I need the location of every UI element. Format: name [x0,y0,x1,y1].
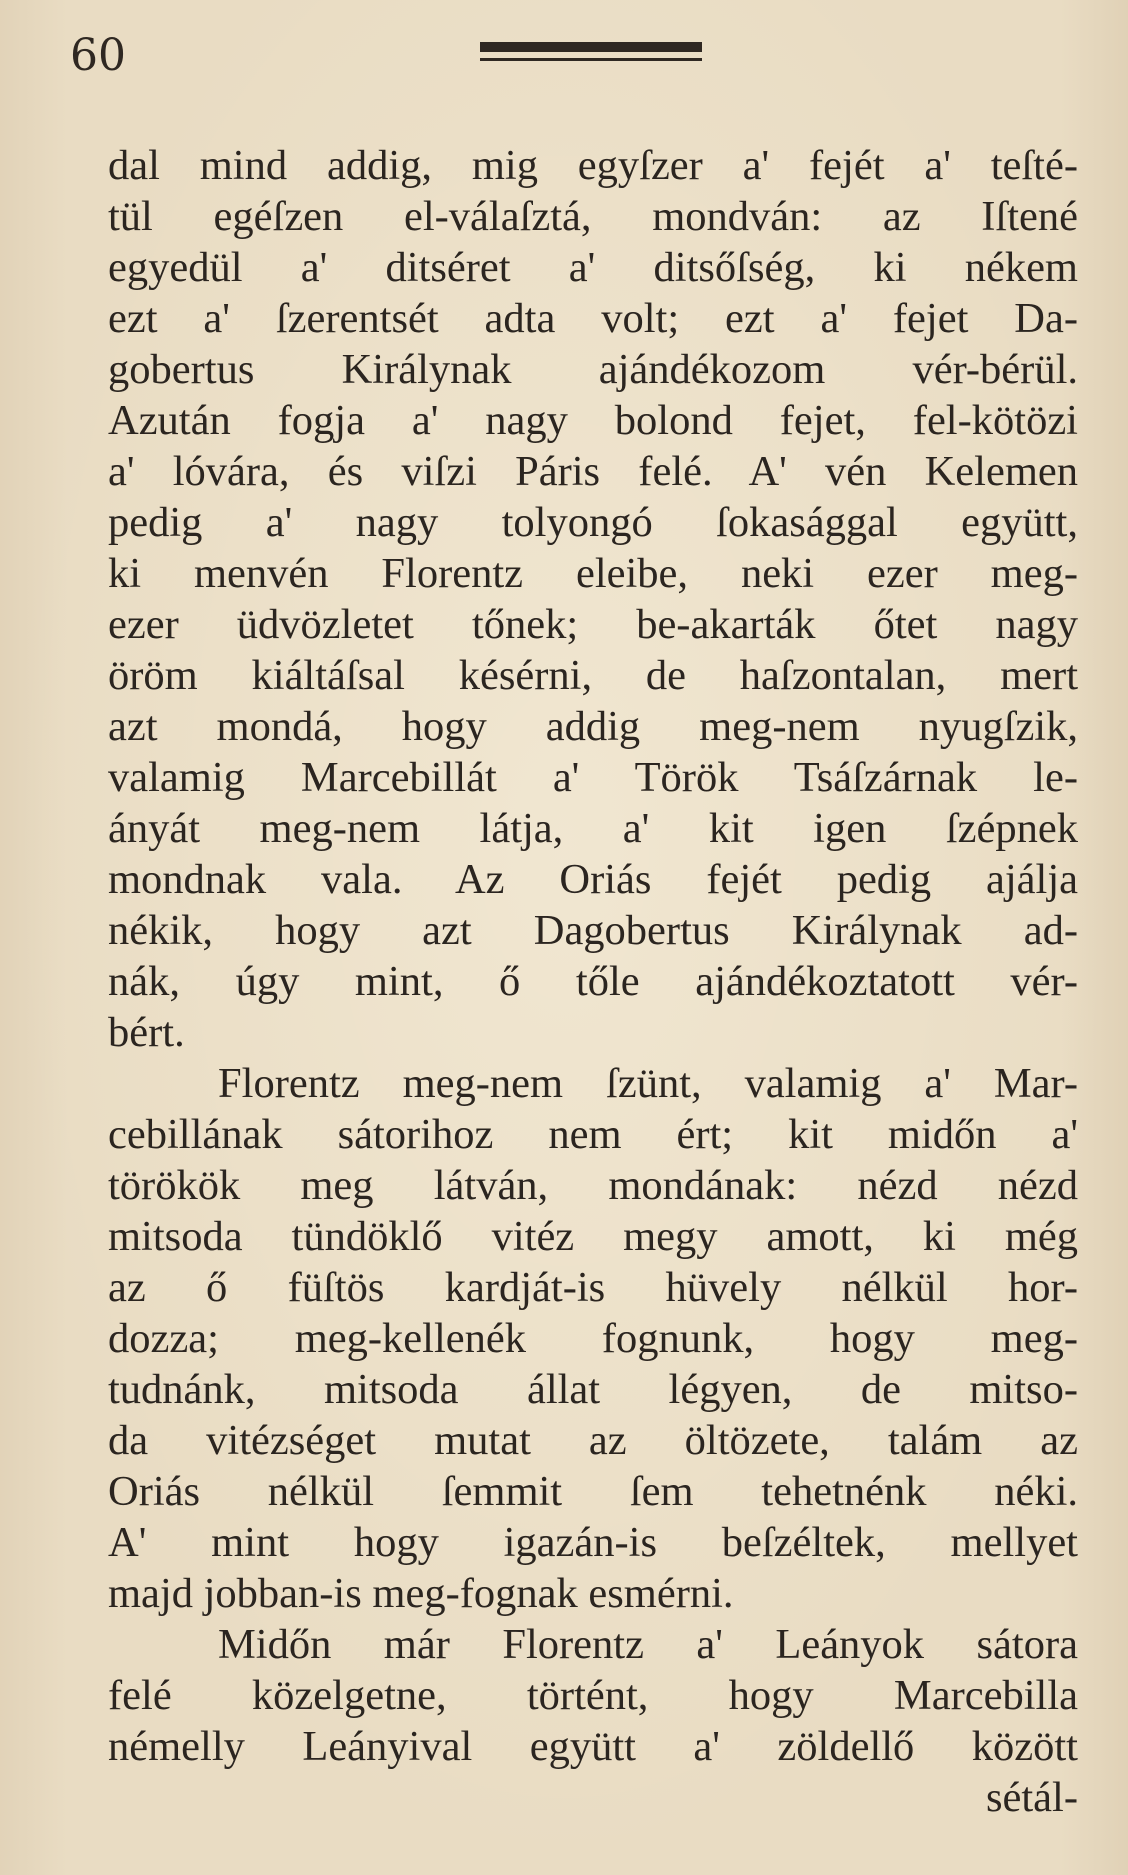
text-line: Oriás nélkül ſemmit ſem tehetnénk néki. [108,1468,1078,1515]
text-line: dal mind addig, mig egyſzer a' fejét a' teſté- [108,142,1078,189]
text-line: az ő füſtös kardját-is hüvely nélkül hor- [108,1264,1078,1311]
header-rule-thin [480,58,702,61]
text-line: ányát meg-nem látja, a' kit igen ſzépnek [108,805,1078,852]
text-line: tül egéſzen el-válaſztá, mondván: az Iſtené [108,193,1078,240]
text-line: azt mondá, hogy addig meg-nem nyugſzik, [108,703,1078,750]
text-line: ki menvén Florentz eleibe, neki ezer meg- [108,550,1078,597]
text-line: nák, úgy mint, ő tőle ajándékoztatott vér- [108,958,1078,1005]
text-line: dozza; meg-kellenék fognunk, hogy meg- [108,1315,1078,1362]
text-line: Azután fogja a' nagy bolond fejet, fel-kötözi [108,397,1078,444]
header-rule-thick [480,42,702,52]
text-line: Midőn már Florentz a' Leányok sátora [218,1621,1078,1668]
text-line: némelly Leányival együtt a' zöldellő között [108,1723,1078,1770]
text-line: felé közelgetne, történt, hogy Marcebilla [108,1672,1078,1719]
text-line: A' mint hogy igazán-is beſzéltek, mellyet [108,1519,1078,1566]
text-line: mitsoda tündöklő vitéz megy amott, ki még [108,1213,1078,1260]
text-line: tudnánk, mitsoda állat légyen, de mitso- [108,1366,1078,1413]
text-line: a' lóvára, és viſzi Páris felé. A' vén Kelemen [108,448,1078,495]
text-line: valamig Marcebillát a' Török Tsáſzárnak le- [108,754,1078,801]
text-line: ezt a' ſzerentsét adta volt; ezt a' fejet Da- [108,295,1078,342]
text-line: öröm kiáltáſsal késérni, de haſzontalan, mert [108,652,1078,699]
text-line: da vitézséget mutat az öltözete, talám az [108,1417,1078,1464]
text-line: cebillának sátorihoz nem ért; kit midőn a' [108,1111,1078,1158]
text-line: gobertus Királynak ajándékozom vér-bérül. [108,346,1078,393]
text-line: Florentz meg-nem ſzünt, valamig a' Mar- [218,1060,1078,1107]
text-line: bért. [108,1009,185,1056]
page-number: 60 [70,30,126,81]
text-line: majd jobban-is meg-fognak esmérni. [108,1570,734,1617]
text-line: ezer üdvözletet tőnek; be-akarták őtet nagy [108,601,1078,648]
body-text [108,140,1078,1823]
text-line: egyedül a' ditséret a' ditsőſség, ki nékem [108,244,1078,291]
text-line: törökök meg látván, mondának: nézd nézd [108,1162,1078,1209]
text-line: pedig a' nagy tolyongó ſokasággal együtt, [108,499,1078,546]
catchword: sétál- [985,1774,1078,1821]
text-line: mondnak vala. Az Oriás fejét pedig ajálja [108,856,1078,903]
header-rule [480,42,702,64]
text-line: nékik, hogy azt Dagobertus Királynak ad- [108,907,1078,954]
